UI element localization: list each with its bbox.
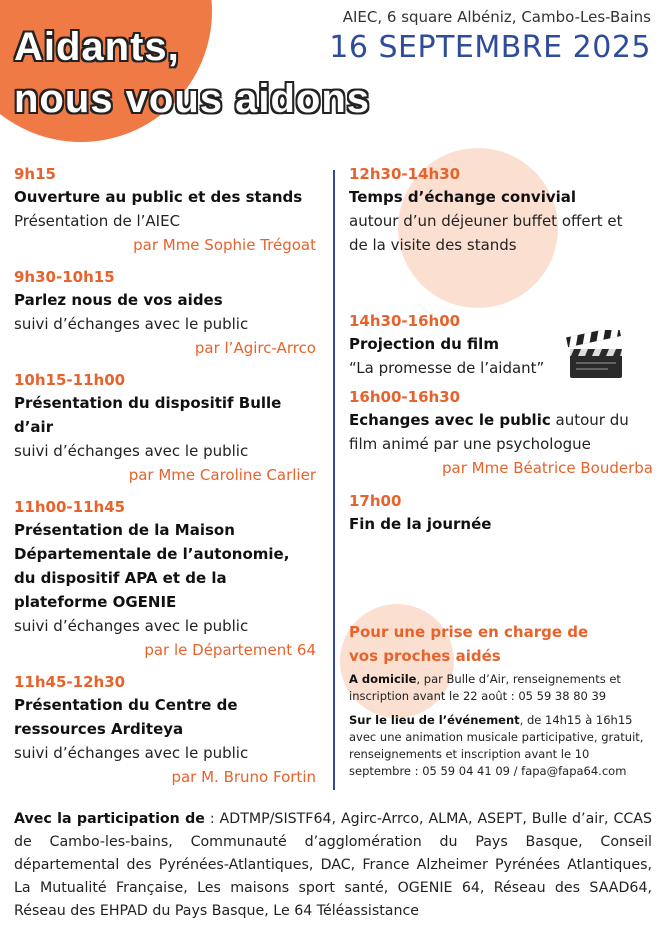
item-desc: suivi d’échanges avec le public xyxy=(14,442,249,460)
care-home-label: A domicile xyxy=(349,672,417,686)
item-time: 12h30-14h30 xyxy=(349,165,461,183)
item-desc-text: autour du film animé par une psychologue xyxy=(349,411,629,453)
item-desc: “La promesse de l’aidant” xyxy=(349,359,545,377)
partners-list: : ADTMP/SISTF64, Agirc-Arrco, ALMA, ASEPT, Bulle d’air, CCAS de Cambo-les-bains, Communauté d’agglomération du Pays Basque, Conseil départemental des Pyrénées-Atlantiques, DAC, France Alzheimer Pyrénées Atlantiques, La Mutualité Française, Les maisons sport santé, OGENIE 64, Réseau des SAAD64, Réseau des EHPAD du Pays Basque, Le 64 Téléassistance xyxy=(14,811,652,919)
item-time: 9h15 xyxy=(14,165,56,183)
program-item xyxy=(14,369,316,487)
item-title: Temps d’échange convivial xyxy=(349,188,577,206)
item-desc: suivi d’échanges avec le public xyxy=(14,315,249,333)
care-onsite-label: Sur le lieu de l’événement xyxy=(349,713,520,727)
item-time: 14h30-16h00 xyxy=(349,312,461,330)
partners-footer xyxy=(14,808,652,923)
event-date: 16 SEPTEMBRE 2025 xyxy=(329,30,651,65)
item-time: 10h15-11h00 xyxy=(14,371,126,389)
item-title: Présentation du Centre de ressources Arditeya xyxy=(14,696,238,738)
program-item xyxy=(14,496,316,662)
program-item xyxy=(14,266,316,360)
item-time: 9h30-10h15 xyxy=(14,268,115,286)
item-title: Echanges avec le public xyxy=(349,411,551,429)
care-onsite-text: , de 14h15 à 16h15 avec une animation musicale participative, gratuit, renseignements et inscription avant le 10 septembre : 05 59 04 41 09 / fapa@fapa64.com xyxy=(349,713,644,778)
item-time: 11h45-12h30 xyxy=(14,673,126,691)
item-desc: autour d’un déjeuner buffet offert et de la visite des stands xyxy=(349,212,623,254)
item-title: Présentation de la Maison Départementale de l’autonomie, du dispositif APA et de la plateforme OGENIE xyxy=(14,521,290,611)
care-home-text: , par Bulle d’Air, renseignements et inscription avant le 22 août : 05 59 38 80 39 xyxy=(349,672,621,703)
item-speaker: par Mme Sophie Trégoat xyxy=(133,236,316,254)
item-title: Ouverture au public et des stands xyxy=(14,188,303,206)
item-time: 16h00-16h30 xyxy=(349,388,461,406)
item-desc: Présentation de l’AIEC xyxy=(14,212,181,230)
title-line-2: nous vous aidons xyxy=(14,77,371,121)
venue-address: AIEC, 6 square Albéniz, Cambo-Les-Bains xyxy=(342,8,651,26)
item-title: Parlez nous de vos aides xyxy=(14,291,223,309)
item-desc xyxy=(349,408,653,456)
item-speaker: par Mme Béatrice Bouderba xyxy=(442,459,653,477)
program-item xyxy=(14,163,316,257)
column-divider xyxy=(333,170,335,790)
item-time: 11h00-11h45 xyxy=(14,498,126,516)
program-item-end xyxy=(349,490,653,536)
item-time: 17h00 xyxy=(349,492,402,510)
item-speaker: par le Département 64 xyxy=(144,641,316,659)
program-item-lunch xyxy=(349,163,653,257)
title-line-1: Aidants, xyxy=(14,25,180,69)
partners-label: Avec la participation de xyxy=(14,811,205,827)
item-desc: suivi d’échanges avec le public xyxy=(14,744,249,762)
item-title: Projection du film xyxy=(349,335,499,353)
item-title: Présentation du dispositif Bulle d’air xyxy=(14,394,282,436)
item-desc: suivi d’échanges avec le public xyxy=(14,617,249,635)
item-speaker: par l’Agirc-Arrco xyxy=(194,339,316,357)
item-speaker: par Mme Caroline Carlier xyxy=(128,466,316,484)
item-speaker: par M. Bruno Fortin xyxy=(171,768,316,786)
program-item xyxy=(14,671,316,789)
care-title: Pour une prise en charge de vos proches aidés xyxy=(349,623,589,665)
clapperboard-icon xyxy=(564,330,626,380)
program-item-discussion xyxy=(349,386,653,480)
item-title: Fin de la journée xyxy=(349,515,492,533)
care-onsite xyxy=(349,712,651,780)
care-home xyxy=(349,671,649,705)
